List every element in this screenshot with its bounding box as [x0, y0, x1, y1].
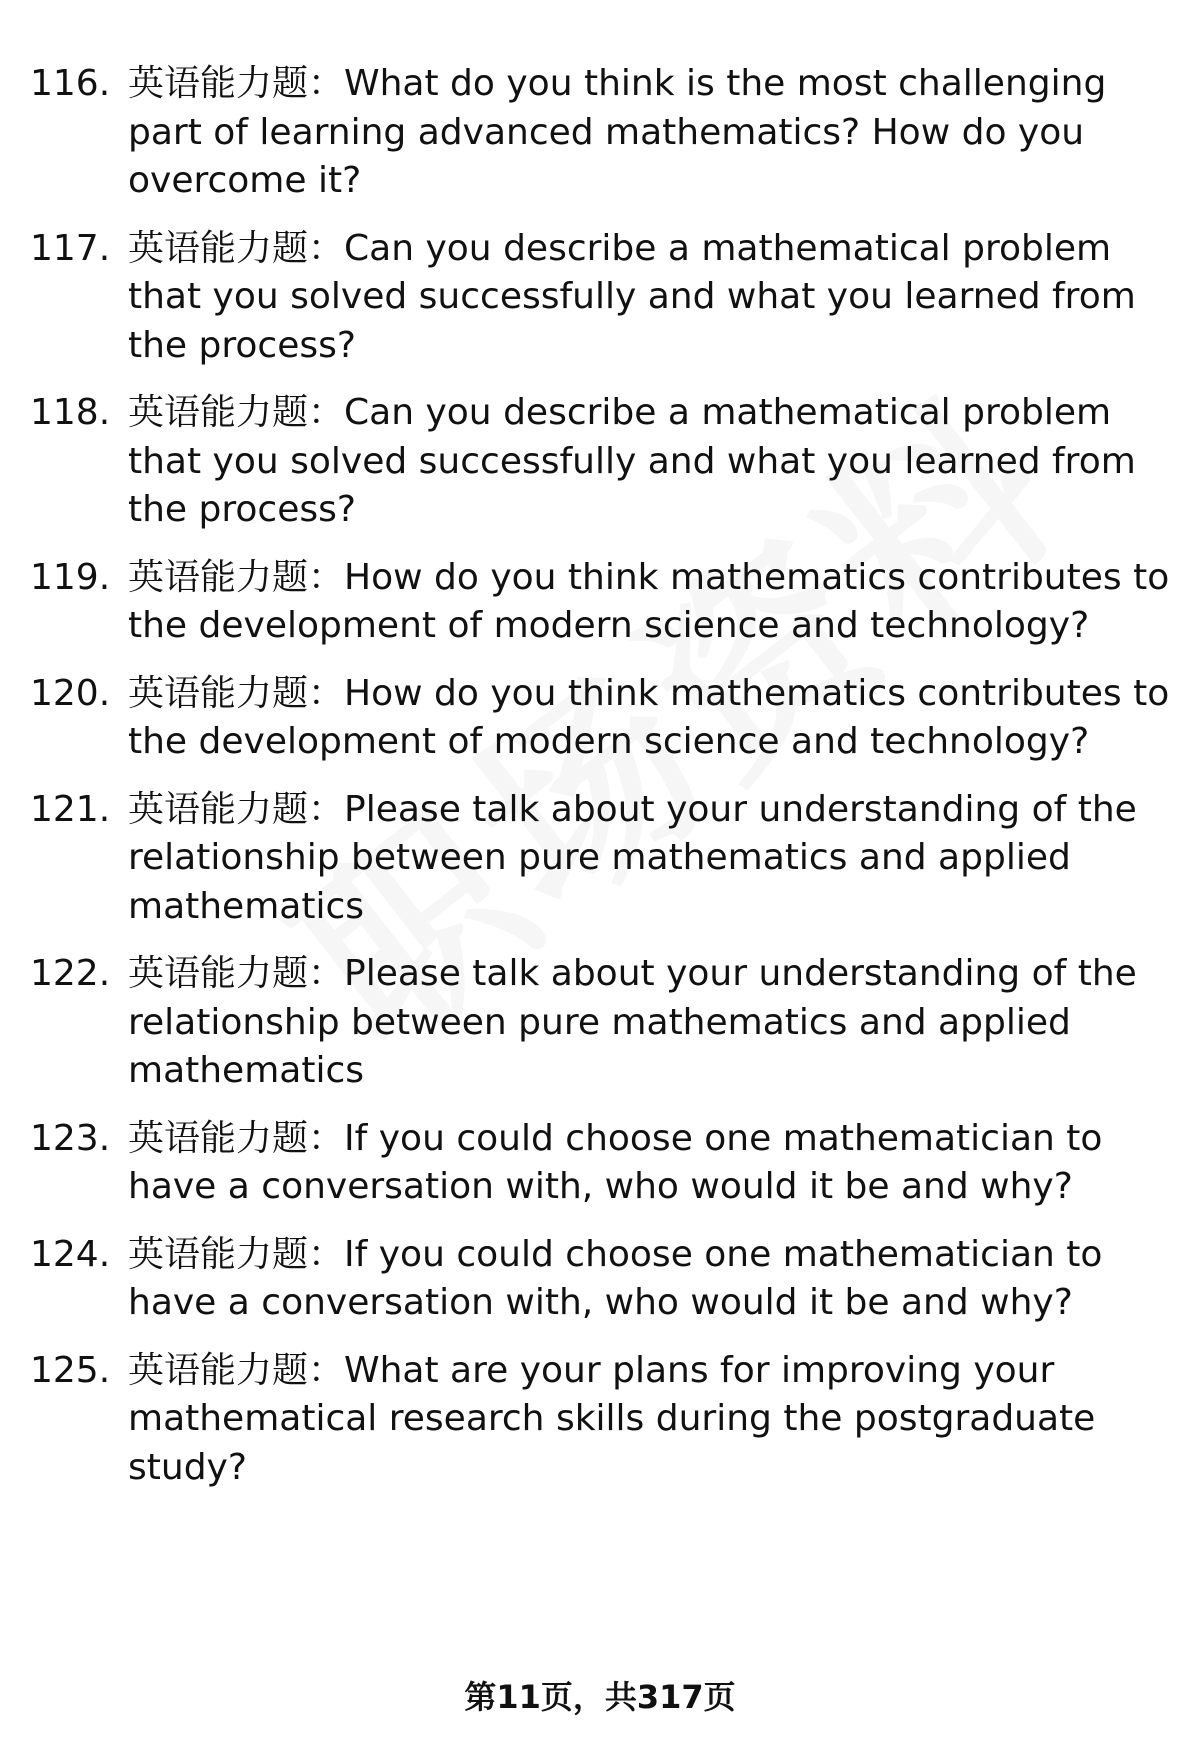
question-item — [30, 554, 1170, 651]
question-text: Please talk about your understanding of the relationship between pure mathematics and applied mathematics — [128, 788, 1137, 927]
question-tag: 英语能力题： — [128, 953, 345, 994]
question-tag: 英语能力题： — [128, 63, 345, 104]
question-text: How do you think mathematics contributes to the development of modern science and technology? — [128, 556, 1170, 646]
question-number: 121. — [30, 788, 111, 830]
question-tag: 英语能力题： — [128, 672, 345, 714]
page-footer: 第11页，共317页 — [464, 1678, 736, 1716]
question-number: 116. — [30, 63, 111, 104]
question-text: Can you describe a mathematical problem that you solved successfully and what you learned from the process? — [128, 392, 1136, 530]
question-body — [128, 1347, 1170, 1493]
question-body — [128, 225, 1170, 371]
question-tag: 英语能力题： — [128, 227, 345, 269]
question-body — [128, 670, 1170, 767]
question-number: 120. — [30, 672, 111, 714]
question-body — [128, 554, 1170, 651]
question-item — [30, 786, 1170, 932]
question-text: If you could choose one mathematician to have a conversation with, who would it be and why? — [128, 1117, 1103, 1207]
question-number: 125. — [30, 1349, 111, 1391]
question-body — [128, 60, 1170, 206]
question-tag: 英语能力题： — [128, 392, 345, 433]
question-tag: 英语能力题： — [128, 1349, 345, 1391]
question-item — [30, 60, 1170, 206]
question-item — [30, 225, 1170, 371]
question-item — [30, 1231, 1170, 1328]
question-text: What are your plans for improving your mathematical research skills during the postgraduate study? — [128, 1349, 1096, 1488]
question-text: What do you think is the most challenging part of learning advanced mathematics? How do you overcome it? — [128, 63, 1107, 201]
question-tag: 英语能力题： — [128, 788, 345, 830]
question-body — [128, 1231, 1170, 1328]
question-body — [128, 1115, 1170, 1212]
question-tag: 英语能力题： — [128, 556, 345, 598]
question-text: Can you describe a mathematical problem that you solved successfully and what you learned from the process? — [128, 227, 1136, 366]
question-text: Please talk about your understanding of the relationship between pure mathematics and applied mathematics — [128, 953, 1137, 1091]
question-item — [30, 1115, 1170, 1212]
question-number: 117. — [30, 227, 111, 269]
question-number: 118. — [30, 392, 111, 433]
question-text: How do you think mathematics contributes to the development of modern science and technology? — [128, 672, 1170, 762]
question-item — [30, 670, 1170, 767]
question-item — [30, 389, 1170, 535]
question-item — [30, 1347, 1170, 1493]
question-list — [30, 60, 1170, 1511]
question-body — [128, 950, 1170, 1096]
question-tag: 英语能力题： — [128, 1233, 345, 1275]
question-number: 124. — [30, 1233, 111, 1275]
question-number: 123. — [30, 1117, 111, 1159]
question-number: 122. — [30, 953, 111, 994]
question-item — [30, 950, 1170, 1096]
question-body — [128, 389, 1170, 535]
question-body — [128, 786, 1170, 932]
question-number: 119. — [30, 556, 111, 598]
question-tag: 英语能力题： — [128, 1117, 345, 1159]
question-text: If you could choose one mathematician to have a conversation with, who would it be and why? — [128, 1233, 1103, 1323]
